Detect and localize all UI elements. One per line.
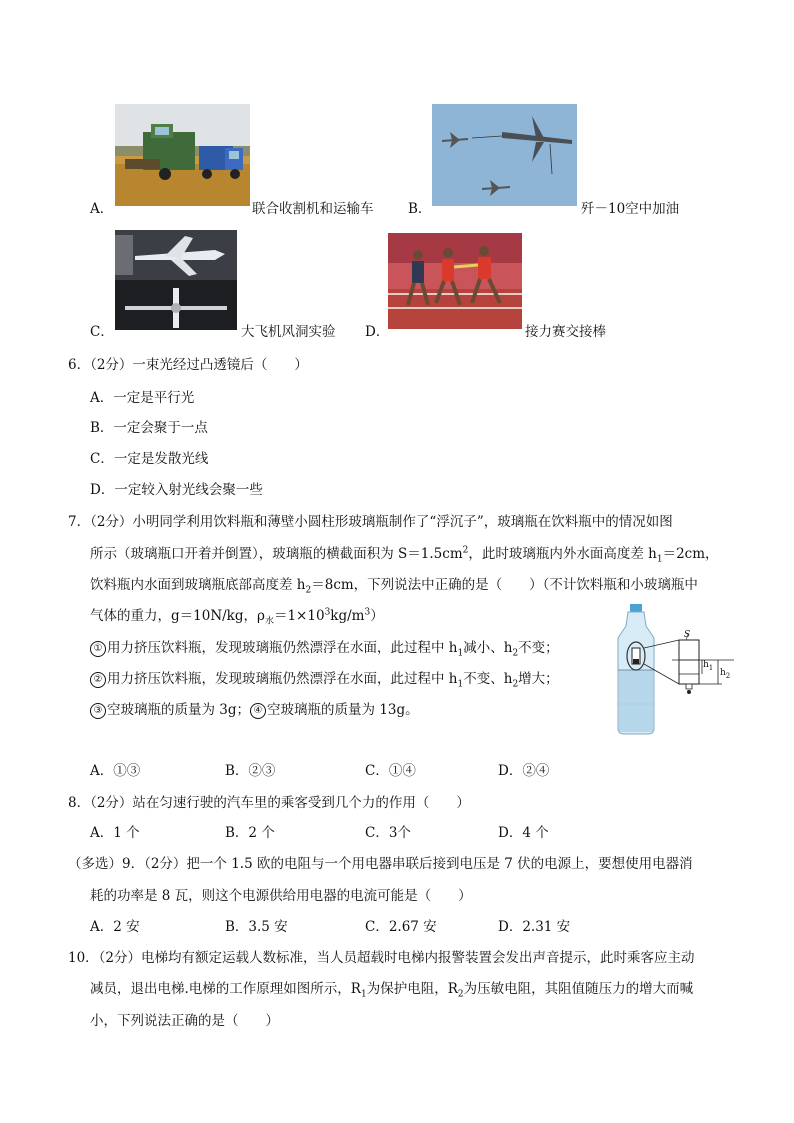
option-a-caption: 联合收割机和运输车 — [252, 201, 374, 217]
q8-option-a: A．1 个 — [90, 825, 140, 841]
q6-option-c: C．一定是发散光线 — [90, 451, 209, 467]
q10-line1: 10．（2分）电梯均有额定运载人数标准，当人员超载时电梯内报警装置会发出声音提示，此时乘客应主动 — [68, 950, 695, 966]
q7-line1: 7．（2分）小明同学利用饮料瓶和薄壁小圆柱形玻璃瓶制作了“浮沉子”，玻璃瓶在饮料瓶中的情况如图 — [68, 514, 673, 530]
option-d-letter: D． — [365, 324, 390, 340]
q7-line4: 气体的重力，g＝10N/kg，$\rho_水=1\times 10^3kg/m^3$） — [90, 607, 384, 627]
q7-line2: 所示（玻璃瓶口开着并倒置），玻璃瓶的横截面积为 $S=1.5cm^2$，此时玻璃瓶内外水面高度差 $h_1=2cm$， — [90, 545, 719, 565]
relay-race-photo — [388, 233, 522, 329]
q9-option-c: C．2.67 安 — [365, 919, 437, 935]
q10-line3: 小，下列说法正确的是（ ） — [90, 1013, 279, 1029]
figure-label-s: S — [684, 630, 691, 640]
option-c-letter: C． — [90, 324, 114, 340]
q8-option-b: B．2 个 — [225, 825, 275, 841]
q7-option-d: D．②④ — [498, 763, 550, 779]
q10-line2: 减员，退出电梯.电梯的工作原理如图所示，$R_1$为保护电阻，$R_2$为压敏电阻，其阻值随压力的增大而喊 — [90, 981, 694, 1000]
option-b-caption: 歼－10空中加油 — [581, 201, 680, 217]
q9-option-d: D．2.31 安 — [498, 919, 571, 935]
option-b-letter: B． — [408, 201, 432, 217]
aerial-refueling-photo — [432, 104, 577, 206]
q7-statement-2: ② 用力挤压饮料瓶，发现玻璃瓶仍然漂浮在水面，此过程中 $h_1$不变、$h_2$增大； — [90, 667, 559, 690]
cartesian-diver-figure — [606, 604, 746, 736]
option-d-caption: 接力赛交接棒 — [525, 324, 606, 340]
q8-stem: 8．（2分）站在匀速行驶的汽车里的乘客受到几个力的作用（ ） — [68, 795, 470, 811]
q7-line3: 饮料瓶内水面到玻璃瓶底部高度差 $h_2=8cm$，下列说法中正确的是（ ）（不计饮料瓶和小玻璃瓶中 — [90, 577, 698, 596]
q9-option-a: A．2 安 — [90, 919, 140, 935]
option-a-letter: A． — [90, 201, 114, 217]
q6-option-d: D．一定较入射光线会聚一些 — [90, 482, 263, 498]
figure-label-h2: $h_2$ — [720, 668, 731, 680]
wind-tunnel-photo — [115, 230, 237, 330]
q6-option-a: A．一定是平行光 — [90, 390, 195, 406]
q9-line2: 耗的功率是 8 瓦，则这个电源供给用电器的电流可能是（ ） — [90, 888, 472, 904]
q8-option-d: D．4 个 — [498, 825, 549, 841]
q6-option-b: B．一定会聚于一点 — [90, 420, 208, 436]
q7-option-b: B．②③ — [225, 763, 276, 779]
q7-statement-1: ① 用力挤压饮料瓶，发现玻璃瓶仍然漂浮在水面，此过程中 $h_1$减小、$h_2$不变； — [90, 636, 559, 659]
q7-statement-3-4: ③ 空玻璃瓶的质量为 3g； ④ 空玻璃瓶的质量为 13g。 — [90, 698, 419, 719]
q7-option-a: A．①③ — [90, 763, 141, 779]
q6-stem: 6．（2分）一束光经过凸透镜后（ ） — [68, 357, 308, 373]
harvester-photo — [115, 104, 250, 206]
q9-option-b: B．3.5 安 — [225, 919, 288, 935]
q7-option-c: C．①④ — [365, 763, 416, 779]
figure-label-h1: $h_1$ — [703, 660, 714, 672]
q9-line1: （多选）9．（2分）把一个 1.5 欧的电阻与一个用电器串联后接到电压是 7 伏的电源上，要想使用电器消 — [68, 856, 693, 872]
q8-option-c: C．3个 — [365, 825, 411, 841]
option-c-caption: 大飞机风洞实验 — [241, 324, 336, 340]
